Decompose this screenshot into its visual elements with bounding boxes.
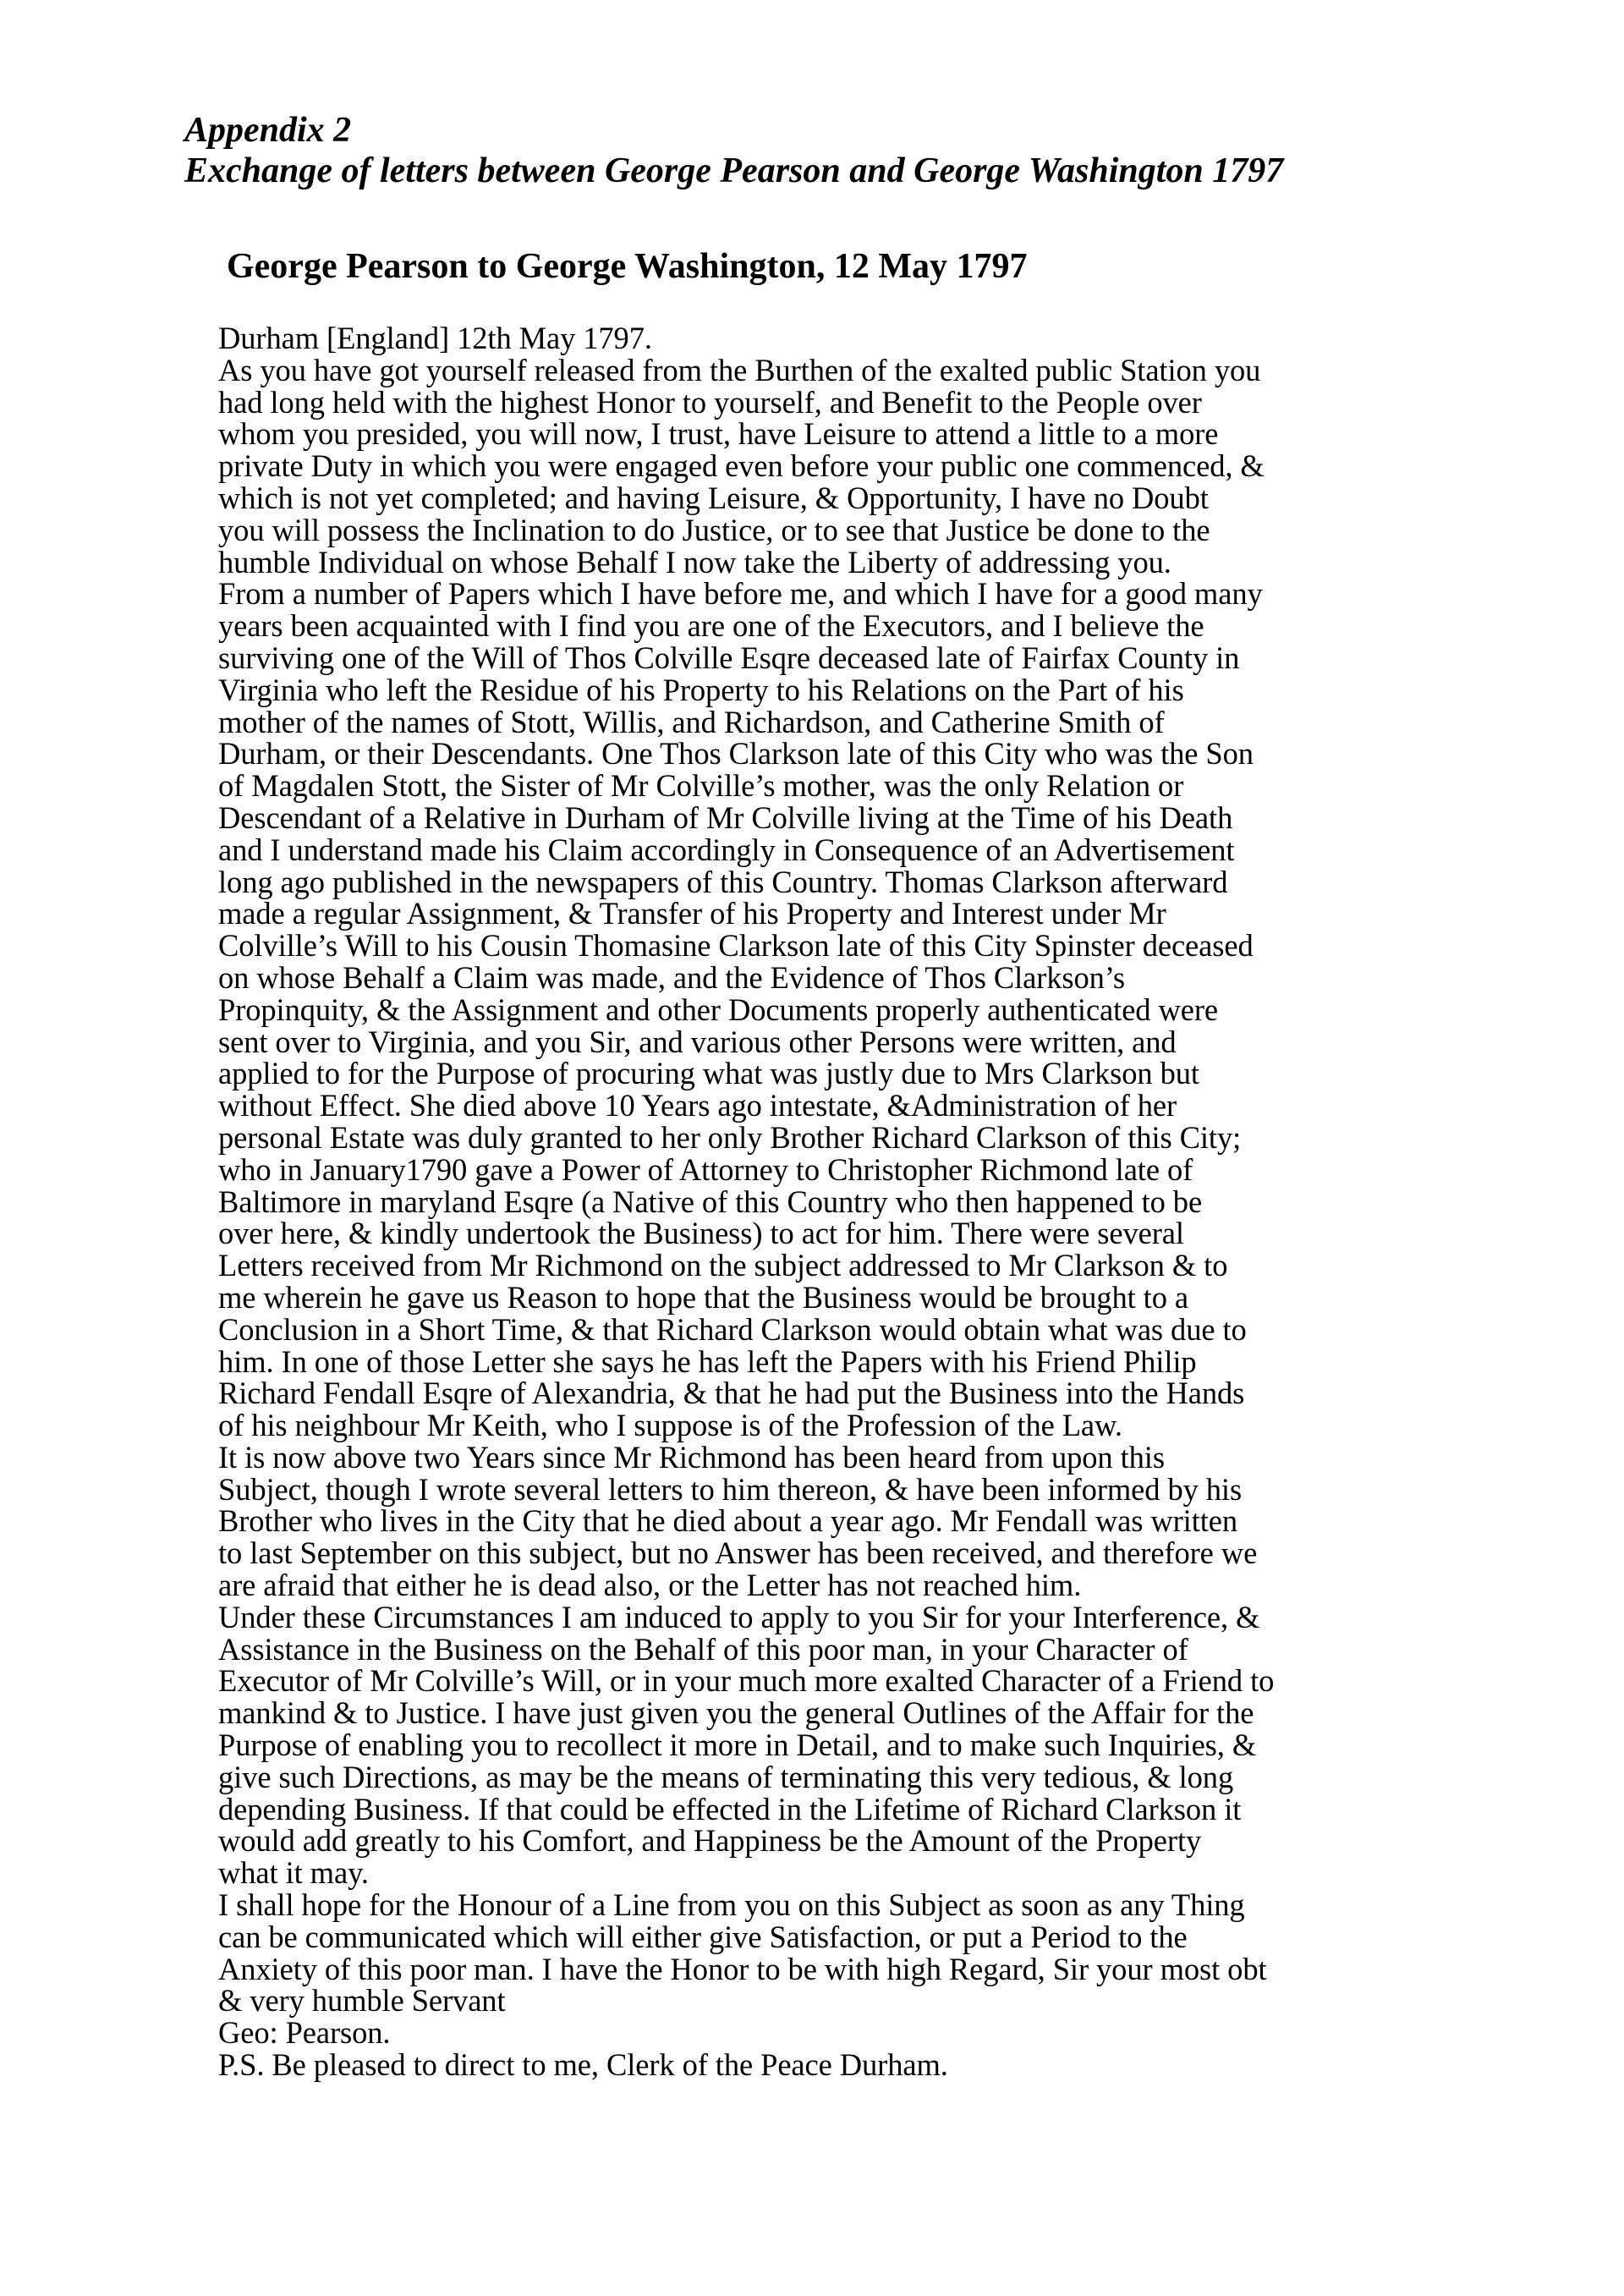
letter-line: of Magdalen Stott, the Sister of Mr Colville’s mother, was the only Relation or <box>218 768 1184 804</box>
letter-line: As you have got yourself released from the Burthen of the exalted public Station you <box>218 352 1261 387</box>
letter-line: me wherein he gave us Reason to hope that the Business would be brought to a <box>218 1279 1188 1315</box>
letter-line: Under these Circumstances I am induced to apply to you Sir for your Interference, & <box>218 1599 1260 1634</box>
letter-line: From a number of Papers which I have before me, and which I have for a good many <box>218 576 1263 612</box>
letter-body <box>218 322 1504 2081</box>
letter-line: Virginia who left the Residue of his Property to his Relations on the Part of his <box>218 672 1184 707</box>
letter-line: to last September on this subject, but no Answer has been received, and therefore we <box>218 1535 1258 1571</box>
letter-line: which is not yet completed; and having Leisure, & Opportunity, I have no Doubt <box>218 480 1209 515</box>
letter-line: Executor of Mr Colville’s Will, or in your much more exalted Character of a Friend to <box>218 1663 1275 1699</box>
letter-line: private Duty in which you were engaged even before your public one commenced, & <box>218 448 1265 484</box>
letter-line: on whose Behalf a Claim was made, and the Evidence of Thos Clarkson’s <box>218 959 1125 995</box>
letter-line: depending Business. If that could be effected in the Lifetime of Richard Clarkson it <box>218 1791 1242 1826</box>
letter-line: would add greatly to his Comfort, and Happiness be the Amount of the Property <box>218 1823 1202 1859</box>
letter-line: Propinquity, & the Assignment and other Documents properly authenticated were <box>218 991 1218 1027</box>
letter-line: & very humble Servant <box>218 1983 506 2019</box>
appendix-subtitle: Exchange of letters between George Pearson and George Washington 1797 <box>184 151 1284 190</box>
letter-line: who in January1790 gave a Power of Attorney to Christopher Richmond late of <box>218 1151 1193 1187</box>
letter-line: Richard Fendall Esqre of Alexandria, & that he had put the Business into the Hands <box>218 1376 1245 1411</box>
letter-line: mother of the names of Stott, Willis, and Richardson, and Catherine Smith of <box>218 704 1165 739</box>
letter-line: Purpose of enabling you to recollect it more in Detail, and to make such Inquiries, & <box>218 1727 1257 1763</box>
letter-title: George Pearson to George Washington, 12 May 1797 <box>227 247 1028 286</box>
appendix-label: Appendix 2 <box>184 111 352 150</box>
letter-line: Colville’s Will to his Cousin Thomasine Clarkson late of this City Spinster deceased <box>218 928 1254 964</box>
letter-line: It is now above two Years since Mr Richmond has been heard from upon this <box>218 1439 1165 1475</box>
letter-line: without Effect. She died above 10 Years ago intestate, &Administration of her <box>218 1088 1177 1123</box>
letter-line: Brother who lives in the City that he died about a year ago. Mr Fendall was written <box>218 1503 1238 1539</box>
letter-line: Letters received from Mr Richmond on the subject addressed to Mr Clarkson & to <box>218 1248 1228 1283</box>
letter-line: give such Directions, as may be the means of terminating this very tedious, & long <box>218 1759 1234 1794</box>
letter-line: Durham, or their Descendants. One Thos Clarkson late of this City who was the Son <box>218 736 1254 772</box>
letter-line: made a regular Assignment, & Transfer of his Property and Interest under Mr <box>218 896 1166 931</box>
letter-line: Durham [England] 12th May 1797. <box>218 321 652 355</box>
letter-line: whom you presided, you will now, I trust, have Leisure to attend a little to a more <box>218 416 1219 452</box>
letter-line: Descendant of a Relative in Durham of Mr Colville living at the Time of his Death <box>218 799 1233 835</box>
letter-line: applied to for the Purpose of procuring what was justly due to Mrs Clarkson but <box>218 1056 1199 1091</box>
letter-line: what it may. <box>218 1855 369 1891</box>
letter-line: I shall hope for the Honour of a Line from you on this Subject as soon as any Thing <box>218 1887 1245 1923</box>
letter-line: Baltimore in maryland Esqre (a Native of this Country who then happened to be <box>218 1184 1203 1219</box>
letter-line: mankind & to Justice. I have just given you the general Outlines of the Affair for the <box>218 1695 1254 1731</box>
letter-line: years been acquainted with I find you are one of the Executors, and I believe the <box>218 608 1204 644</box>
letter-line: Subject, though I wrote several letters to him thereon, & have been informed by his <box>218 1471 1243 1507</box>
letter-line: personal Estate was duly granted to her only Brother Richard Clarkson of this City; <box>218 1119 1242 1155</box>
letter-line: surviving one of the Will of Thos Colville Esqre deceased late of Fairfax County in <box>218 640 1240 675</box>
letter-line: had long held with the highest Honor to yourself, and Benefit to the People over <box>218 384 1202 420</box>
letter-line: humble Individual on whose Behalf I now take the Liberty of addressing you. <box>218 544 1171 579</box>
letter-line: long ago published in the newspapers of this Country. Thomas Clarkson afterward <box>218 864 1228 899</box>
letter-line: sent over to Virginia, and you Sir, and various other Persons were written, and <box>218 1024 1177 1059</box>
appendix-heading <box>184 110 1504 191</box>
letter-line: Assistance in the Business on the Behalf of this poor man, in your Character of <box>218 1631 1188 1667</box>
letter-line: P.S. Be pleased to direct to me, Clerk of the Peace Durham. <box>218 2047 948 2083</box>
letter-line: Geo: Pearson. <box>218 2015 391 2051</box>
letter-line: him. In one of those Letter she says he has left the Papers with his Friend Philip <box>218 1343 1197 1379</box>
letter-line: Anxiety of this poor man. I have the Honor to be with high Regard, Sir your most obt <box>218 1951 1267 1986</box>
letter-line: are afraid that either he is dead also, or the Letter has not reached him. <box>218 1568 1082 1603</box>
letter-line: over here, & kindly undertook the Business) to act for him. There were several <box>218 1216 1184 1251</box>
letter-line: and I understand made his Claim accordingly in Consequence of an Advertisement <box>218 832 1235 867</box>
letter-line: of his neighbour Mr Keith, who I suppose is of the Profession of the Law. <box>218 1408 1122 1443</box>
letter-line: you will possess the Inclination to do Justice, or to see that Justice be done to the <box>218 512 1210 547</box>
letter-line: Conclusion in a Short Time, & that Richard Clarkson would obtain what was due to <box>218 1311 1247 1347</box>
letter-line: can be communicated which will either give Satisfaction, or put a Period to the <box>218 1919 1188 1954</box>
